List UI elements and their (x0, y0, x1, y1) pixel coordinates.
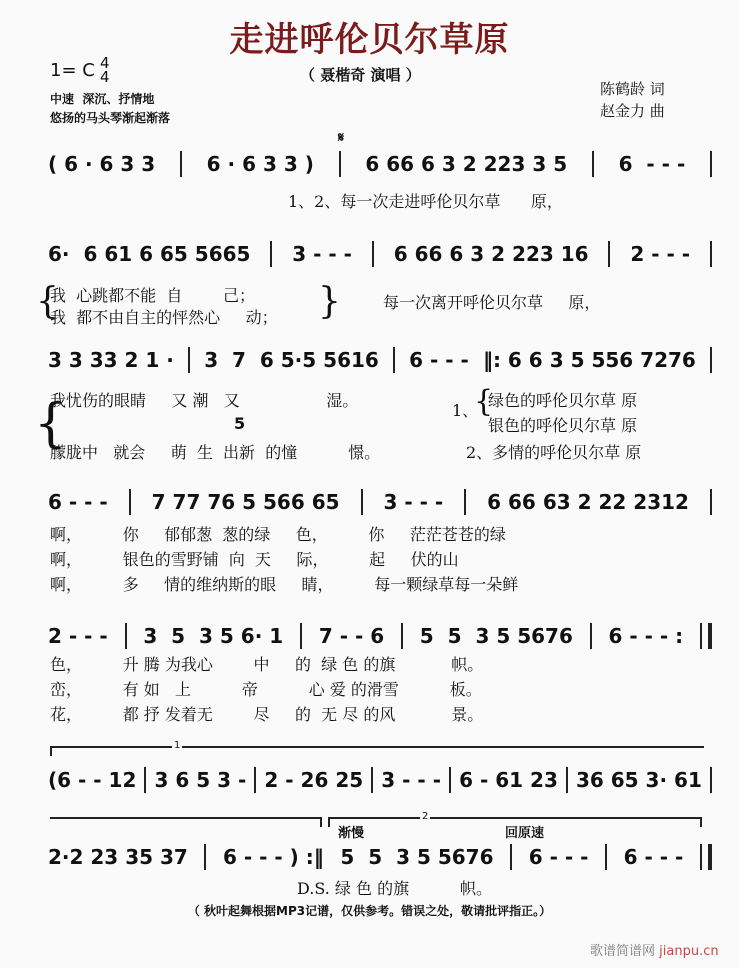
lyricist: 陈鹤龄 词 (600, 80, 665, 98)
measure: 6 - - - ) :‖ (223, 845, 324, 869)
verse-number: 1、 (452, 401, 479, 420)
alternate-note: 5 (234, 414, 246, 433)
lyric-line: 每一次离开呼伦贝尔草 原， (383, 293, 601, 312)
lyric-line: 我忧伤的眼睛 又 潮 又 湿。 (50, 391, 359, 410)
barline (710, 347, 712, 373)
measure: 36 65 3· 61 (575, 768, 702, 792)
tempo-marking: 中速 深沉、抒情地 (50, 92, 155, 106)
measure: 2 - - - (48, 624, 108, 648)
final-barline (700, 844, 712, 870)
measure: (6 - - 12 (48, 768, 137, 792)
lyric-line: 色， 升 腾 为我心 中 的 绿 色 的旗 帜。 (50, 655, 484, 674)
measure: 3 5 3 5 6· 1 (143, 624, 284, 648)
barline (372, 241, 374, 267)
barline (361, 489, 363, 515)
repeat-end-barline (700, 623, 712, 649)
lyric-line: 啊， 银色的雪野铺 向 天 际， 起 伏的山 (50, 550, 459, 569)
barline (605, 844, 607, 870)
measure: 3 3 33 2 1 · (48, 348, 174, 372)
measure: ( 6 · 6 3 3 (48, 152, 156, 176)
measure: 2 - - - (630, 242, 691, 266)
lyric-line: 啊， 你 郁郁葱 葱的绿 色， 你 茫茫苍苍的绿 (50, 525, 506, 544)
lyric-line: 我 心跳都不能 自 己； (50, 286, 256, 305)
barline (710, 489, 712, 515)
barline (449, 767, 451, 793)
barline (510, 844, 512, 870)
a-tempo-marking: 回原速 (505, 826, 545, 841)
singer: （ 聂楷奇 演唱 ） (300, 66, 421, 84)
brace-icon: } (318, 281, 341, 322)
barline (180, 151, 182, 177)
barline (204, 844, 206, 870)
measure: 6 - - - (623, 845, 684, 869)
expression-marking: 悠扬的马头琴渐起渐落 (50, 111, 171, 125)
lyric-line: 峦， 有 如 上 帝 心 爱 的滑雪 板。 (50, 680, 482, 699)
system-1 (48, 150, 712, 178)
barline (608, 241, 610, 267)
barline (188, 347, 190, 373)
barline (254, 767, 256, 793)
song-title: 走进呼伦贝尔草原 (229, 20, 510, 60)
system-3 (48, 346, 712, 374)
measure: 5 5 3 5 5676 (340, 845, 494, 869)
measure: 6· 6 61 6 65 5665 (48, 242, 251, 266)
measure: 6 - - - (618, 152, 686, 176)
measure: 6 66 6 3 2 223 3 5 (365, 152, 568, 176)
measure: 7 - - 6 (318, 624, 385, 648)
lyric-line: 啊， 多 情的维纳斯的眼 睛， 每一颗绿草每一朵鲜 (50, 575, 519, 594)
measure: 6 66 63 2 22 2312 (487, 490, 689, 514)
watermark-cn: 歌谱简谱网 (590, 944, 656, 959)
barline (129, 489, 131, 515)
system-6 (48, 766, 712, 794)
barline (401, 623, 403, 649)
barline (270, 241, 272, 267)
lyric-line: 花， 都 抒 发着无 尽 的 无 尽 的风 景。 (50, 705, 484, 724)
volta-number: 1 (174, 740, 181, 751)
lyric-line: 绿色的呼伦贝尔草 原 (488, 391, 638, 410)
key-signature: 1= C (50, 60, 95, 81)
barline (339, 151, 341, 177)
system-2 (48, 240, 712, 268)
measure: 3 - - - (292, 242, 352, 266)
barline (592, 151, 594, 177)
barline (393, 347, 395, 373)
watermark (590, 940, 719, 959)
volta-number: 2 (422, 811, 429, 822)
segno-icon: 𝄋 (338, 130, 345, 146)
measure: 6 - - - : (608, 624, 684, 648)
lyric-line: 2、多情的呼伦贝尔草 原 (466, 443, 642, 462)
time-signature (100, 56, 110, 84)
measure: 3 7 6 5·5 5616 (204, 348, 379, 372)
measure: 6 - - - (48, 490, 108, 514)
brace-icon: { (34, 394, 68, 454)
measure: 6 - - - (528, 845, 589, 869)
barline (590, 623, 592, 649)
system-7 (48, 843, 712, 871)
measure: 7 77 76 5 566 65 (151, 490, 340, 514)
lyric-line: D.S. 绿 色 的旗 帜。 (297, 879, 492, 898)
watermark-en: jianpu.cn (659, 944, 719, 959)
footnote: （ 秋叶起舞根据MP3记谱，仅供参考。错误之处，敬请批评指正。） (187, 904, 552, 918)
barline (710, 241, 712, 267)
brace-icon: { (36, 281, 59, 322)
measure: 6 · 6 3 3 ) (206, 152, 314, 176)
barline (464, 489, 466, 515)
volta-1-continuation (50, 817, 322, 827)
volta-bracket-1 (50, 740, 704, 756)
barline (371, 767, 373, 793)
lyric-line: 1、2、每一次走进呼伦贝尔草 原， (288, 192, 563, 211)
barline (710, 151, 712, 177)
time-top: 4 (100, 54, 110, 72)
system-5 (48, 622, 712, 650)
brace-icon: { (474, 384, 494, 419)
measure: 3 - - - (381, 768, 441, 792)
lyric-line: 银色的呼伦贝尔草 原 (488, 416, 638, 435)
measure: 3 - - - (383, 490, 444, 514)
measure: ‖: 6 6 3 5 556 7276 (482, 348, 696, 372)
composer: 赵金力 曲 (600, 102, 665, 120)
measure: 5 5 3 5 5676 (419, 624, 573, 648)
measure: 6 - 61 23 (459, 768, 558, 792)
ritardando-marking: 渐慢 (338, 826, 365, 841)
lyric-line: 朦胧中 就会 萌 生 出新 的憧 憬。 (50, 443, 381, 462)
measure: 6 - - - (409, 348, 469, 372)
barline (300, 623, 302, 649)
lyric-line: 我 都不由自主的怦然心 动； (50, 308, 278, 327)
system-4 (48, 488, 712, 516)
time-bottom: 4 (100, 68, 110, 86)
barline (144, 767, 146, 793)
barline (566, 767, 568, 793)
measure: 2·2 23 35 37 (48, 845, 188, 869)
barline (125, 623, 127, 649)
measure: 3 6 5 3 - (154, 768, 247, 792)
measure: 2 - 26 25 (264, 768, 364, 792)
barline (710, 767, 712, 793)
measure: 6 66 6 3 2 223 16 (393, 242, 589, 266)
